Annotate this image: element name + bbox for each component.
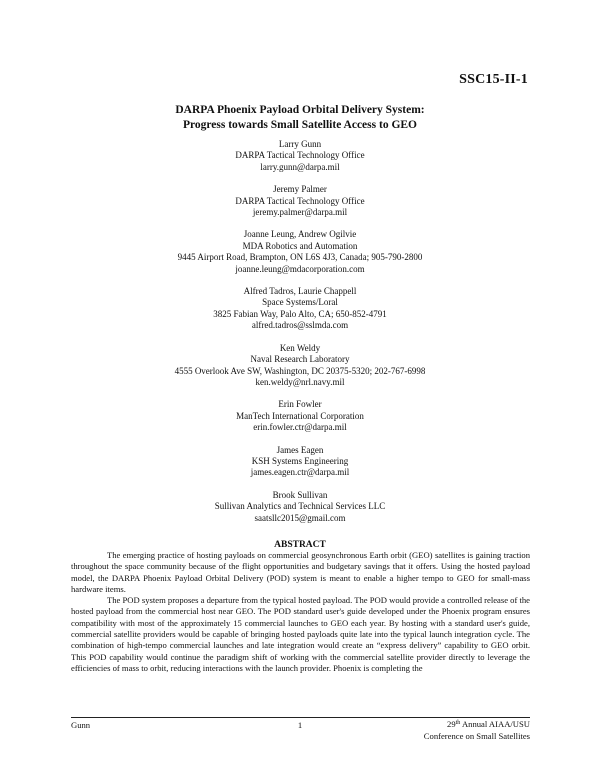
footer-author: Gunn — [71, 720, 91, 730]
author-line: MDA Robotics and Automation — [242, 240, 358, 251]
author-list — [0, 139, 600, 535]
title-line: DARPA Phoenix Payload Orbital Delivery System: — [175, 104, 425, 116]
author-line: James Eagen — [276, 444, 324, 455]
author-line: Brook Sullivan — [272, 489, 328, 500]
author-line: saatsllc2015@gmail.com — [254, 512, 346, 523]
author-line: 4555 Overlook Ave SW, Washington, DC 20375-5320; 202-767-6998 — [174, 365, 426, 376]
footer-ordinal-suffix: th — [455, 720, 461, 726]
author-line: jeremy.palmer@darpa.mil — [252, 207, 348, 218]
author-line: alfred.tadros@sslmda.com — [251, 320, 349, 331]
footer-ordinal-number: 29 — [447, 719, 456, 729]
abstract-paragraph: The emerging practice of hosting payloads on commercial geosynchronous Earth orbit (GEO) satellites is gaining traction throughout the space community because of the flight opportunities and budgetary savings that it offers. Using the hosted payload model, the DARPA Phoenix Payload Orbital Delivery (POD) system is meant to enable a higher tempo to GEO for small-mass hardware items. — [71, 550, 530, 594]
footer-conference-text: Annual AIAA/USU — [460, 719, 530, 729]
title-line: Progress towards Small Satellite Access to GEO — [182, 119, 418, 131]
author-block — [0, 343, 600, 389]
author-line: Joanne Leung, Andrew Ogilvie — [243, 229, 357, 240]
author-line: DARPA Tactical Technology Office — [235, 195, 365, 206]
author-line: Larry Gunn — [278, 139, 322, 149]
author-line: 9445 Airport Road, Brampton, ON L6S 4J3, Canada; 905-790-2800 — [177, 252, 423, 263]
author-line: Jeremy Palmer — [273, 184, 327, 195]
author-block — [0, 229, 600, 275]
author-line: ManTech International Corporation — [236, 410, 364, 421]
author-block — [0, 139, 600, 173]
author-line: james.eagen.ctr@darpa.mil — [250, 467, 350, 478]
author-line: 3825 Fabian Way, Palo Alto, CA; 650-852-4791 — [213, 308, 387, 319]
author-block — [0, 399, 600, 433]
footer-conference-line — [424, 718, 530, 731]
author-line: Space Systems/Loral — [262, 297, 338, 308]
paper-code: SSC15-II-1 — [459, 72, 528, 87]
author-line: KSH Systems Engineering — [251, 455, 349, 466]
author-line: Ken Weldy — [279, 342, 321, 353]
author-line: Naval Research Laboratory — [250, 354, 350, 365]
author-line: larry.gunn@darpa.mil — [260, 161, 340, 172]
author-line: joanne.leung@mdacorporation.com — [235, 263, 365, 274]
abstract-heading: ABSTRACT — [274, 540, 326, 550]
author-line: ken.weldy@nrl.navy.mil — [255, 376, 345, 387]
author-block — [0, 445, 600, 479]
paper-title — [0, 103, 600, 133]
author-block — [0, 184, 600, 218]
author-line: Erin Fowler — [278, 399, 322, 410]
author-block — [0, 286, 600, 332]
author-line: Sullivan Analytics and Technical Services LLC — [214, 501, 386, 512]
footer-conference — [424, 718, 530, 742]
author-line: DARPA Tactical Technology Office — [235, 150, 365, 161]
author-line: erin.fowler.ctr@darpa.mil — [253, 422, 347, 433]
abstract-body — [71, 550, 530, 674]
abstract-paragraph: The POD system proposes a departure from the typical hosted payload. The POD would provide a controlled release of the hosted payload from the commercial host near GEO. The POD standard user's guide developed under the Phoenix program ensures compatibility with most of the approximately 15 commercial launches to GEO each year. By hosting with a standard user's guide, commercial satellite providers would be capable of bringing hosted payloads quite late into the typical launch integration cycle. The combination of high-tempo commercial launches and late integration would create an “express delivery” capability to GEO orbit. This POD capability would continue the paradigm shift of working with the commercial satellite provider directly to leverage the efficiencies of mass to orbit, reducing interactions with the launch provider. Phoenix is completing the — [71, 595, 530, 673]
footer-page-number: 1 — [297, 720, 303, 730]
footer-conference-line: Conference on Small Satellites — [423, 730, 530, 741]
author-line: Alfred Tadros, Laurie Chappell — [243, 286, 357, 297]
author-block — [0, 490, 600, 524]
